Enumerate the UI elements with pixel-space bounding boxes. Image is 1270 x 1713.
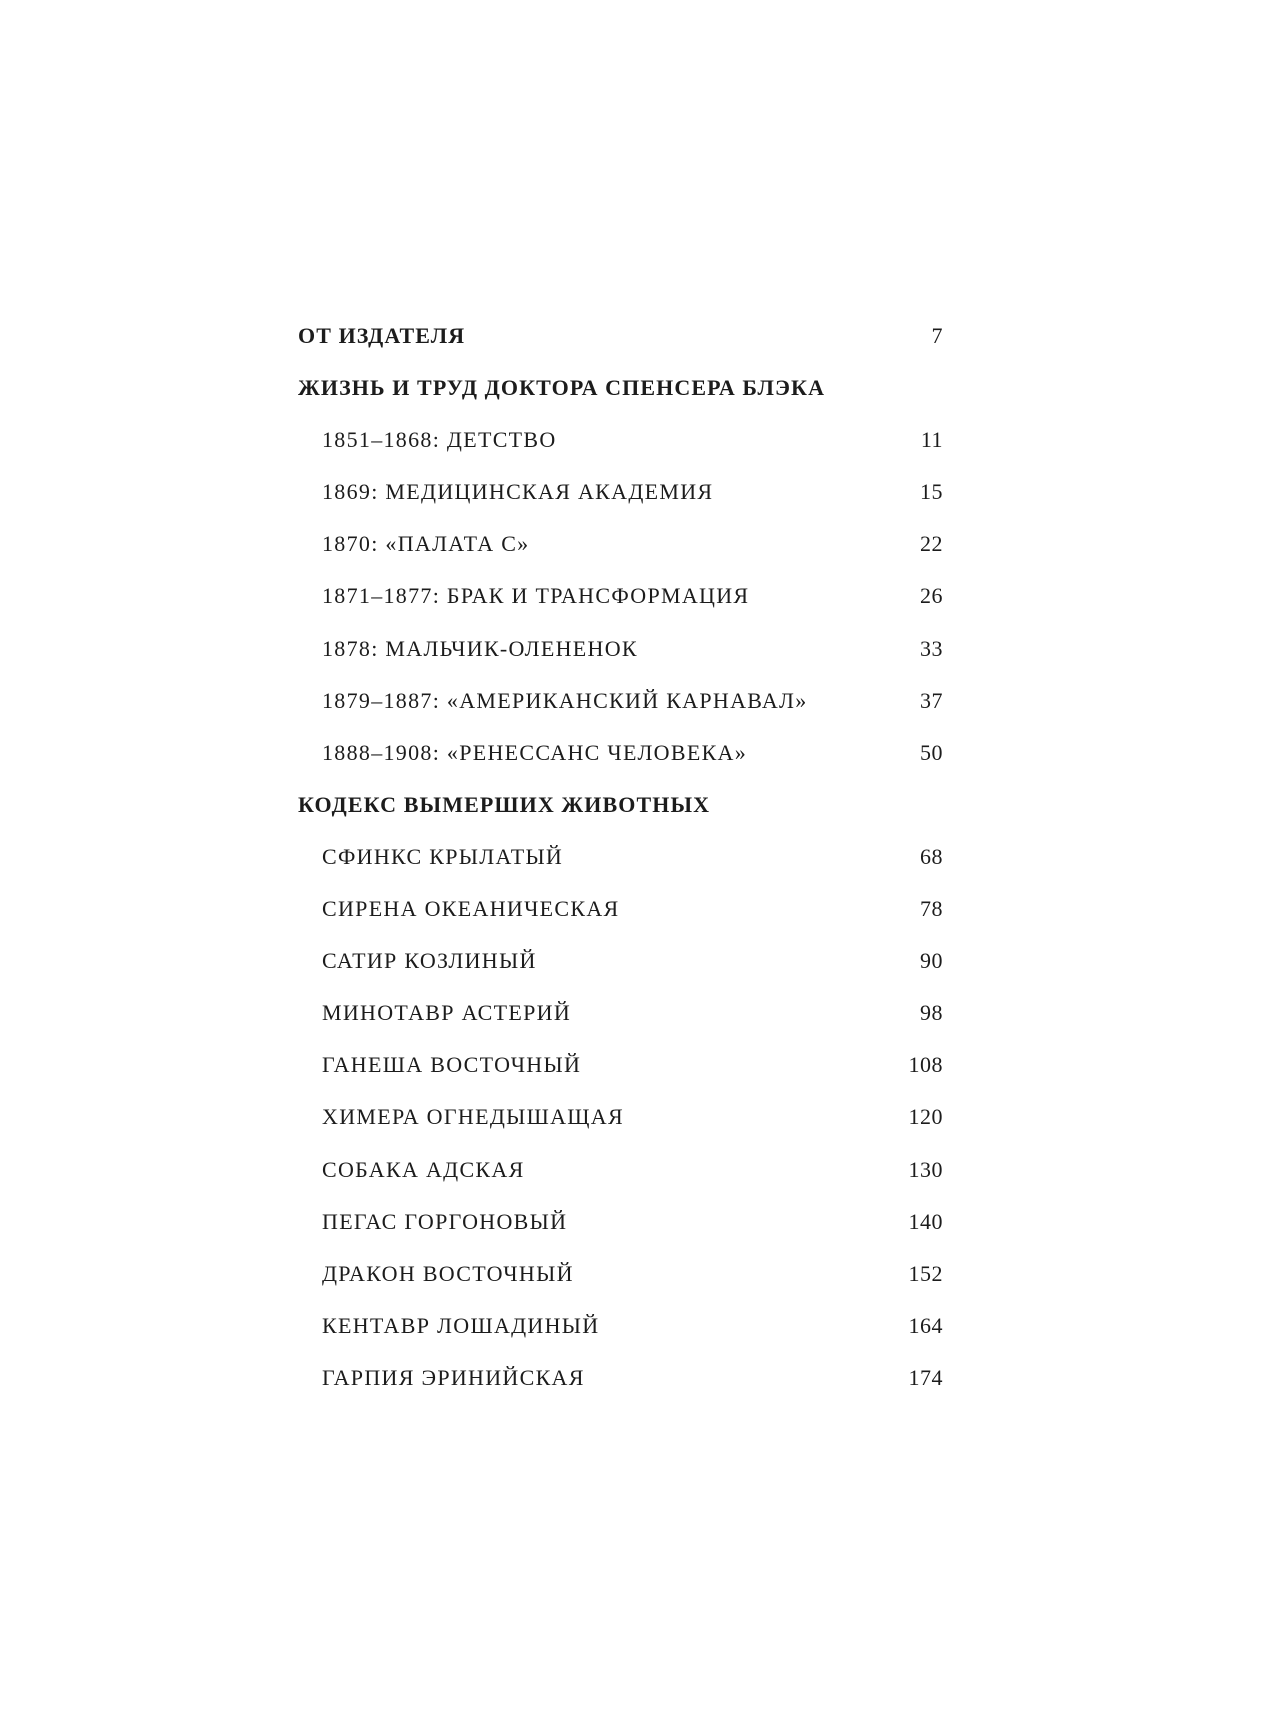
- toc-entry[interactable]: [298, 733, 943, 785]
- toc-entry-page: 108: [908, 1052, 943, 1078]
- toc-entry-page: 152: [908, 1260, 943, 1286]
- toc-entry[interactable]: [298, 524, 943, 576]
- toc-entry-title: СОБАКА АДСКАЯ: [322, 1156, 525, 1182]
- toc-entry[interactable]: [298, 629, 943, 681]
- toc-entry-title: 1878: МАЛЬЧИК-ОЛЕНЕНОК: [322, 635, 638, 661]
- toc-entry-title: ЖИЗНЬ И ТРУД ДОКТОРА СПЕНСЕРА БЛЭКА: [298, 375, 826, 401]
- toc-entry-page: 50: [920, 739, 943, 765]
- toc-entry[interactable]: [298, 993, 943, 1045]
- toc-entry-title: ХИМЕРА ОГНЕДЫШАЩАЯ: [322, 1104, 624, 1130]
- toc-entry-page: 174: [908, 1364, 943, 1390]
- toc-entry[interactable]: [298, 941, 943, 993]
- toc-entry-title: 1869: МЕДИЦИНСКАЯ АКАДЕМИЯ: [322, 479, 714, 505]
- toc-entry-page: 78: [920, 896, 943, 922]
- toc-entry-page: 140: [908, 1208, 943, 1234]
- toc-entry-title: ГАНЕША ВОСТОЧНЫЙ: [322, 1052, 582, 1078]
- toc-entry-page: 130: [908, 1156, 943, 1182]
- toc-entry-page: 7: [931, 323, 943, 348]
- toc-entry[interactable]: [298, 681, 943, 733]
- table-of-contents: [298, 316, 943, 1410]
- toc-entry[interactable]: [298, 1045, 943, 1097]
- toc-entry-title: 1851–1868: ДЕТСТВО: [322, 427, 557, 453]
- toc-section-publisher[interactable]: [298, 316, 943, 368]
- toc-entry-title: 1870: «ПАЛАТА С»: [322, 531, 530, 557]
- toc-section-life-and-work[interactable]: [298, 368, 943, 420]
- toc-entry[interactable]: [298, 1306, 943, 1358]
- toc-entry-page: 15: [920, 479, 943, 505]
- toc-entry-page: 90: [920, 948, 943, 974]
- toc-entry-title: САТИР КОЗЛИНЫЙ: [322, 948, 537, 974]
- toc-entry[interactable]: [298, 1150, 943, 1202]
- toc-entry-page: 22: [920, 531, 943, 557]
- toc-entry[interactable]: [298, 1358, 943, 1410]
- toc-entry-title: 1871–1877: БРАК И ТРАНСФОРМАЦИЯ: [322, 583, 750, 609]
- toc-entry-title: КЕНТАВР ЛОШАДИНЫЙ: [322, 1312, 600, 1338]
- toc-entry[interactable]: [298, 420, 943, 472]
- toc-entry-page: 120: [908, 1104, 943, 1130]
- toc-entry-title: МИНОТАВР АСТЕРИЙ: [322, 1000, 572, 1026]
- toc-entry-title: КОДЕКС ВЫМЕРШИХ ЖИВОТНЫХ: [298, 791, 711, 817]
- toc-entry-title: 1879–1887: «АМЕРИКАНСКИЙ КАРНАВАЛ»: [322, 687, 808, 713]
- toc-entry-page: 26: [920, 583, 943, 609]
- toc-entry[interactable]: [298, 1254, 943, 1306]
- toc-entry-title: ОТ ИЗДАТЕЛЯ: [298, 323, 466, 348]
- toc-entry[interactable]: [298, 472, 943, 524]
- toc-entry-title: ПЕГАС ГОРГОНОВЫЙ: [322, 1208, 568, 1234]
- toc-entry-page: 11: [920, 427, 943, 453]
- toc-entry-page: 33: [920, 635, 943, 661]
- toc-entry-page: 164: [908, 1312, 943, 1338]
- toc-section-codex[interactable]: [298, 785, 943, 837]
- toc-entry[interactable]: [298, 837, 943, 889]
- toc-entry-page: 37: [920, 687, 943, 713]
- toc-entry[interactable]: [298, 576, 943, 628]
- toc-entry[interactable]: [298, 889, 943, 941]
- toc-entry-title: ДРАКОН ВОСТОЧНЫЙ: [322, 1260, 574, 1286]
- toc-entry-title: СИРЕНА ОКЕАНИЧЕСКАЯ: [322, 896, 620, 922]
- toc-entry[interactable]: [298, 1202, 943, 1254]
- toc-entry-title: 1888–1908: «РЕНЕССАНС ЧЕЛОВЕКА»: [322, 739, 748, 765]
- toc-entry-page: 98: [920, 1000, 943, 1026]
- toc-entry[interactable]: [298, 1097, 943, 1149]
- toc-entry-title: СФИНКС КРЫЛАТЫЙ: [322, 843, 564, 869]
- toc-entry-title: ГАРПИЯ ЭРИНИЙСКАЯ: [322, 1364, 585, 1390]
- toc-entry-page: 68: [920, 843, 943, 869]
